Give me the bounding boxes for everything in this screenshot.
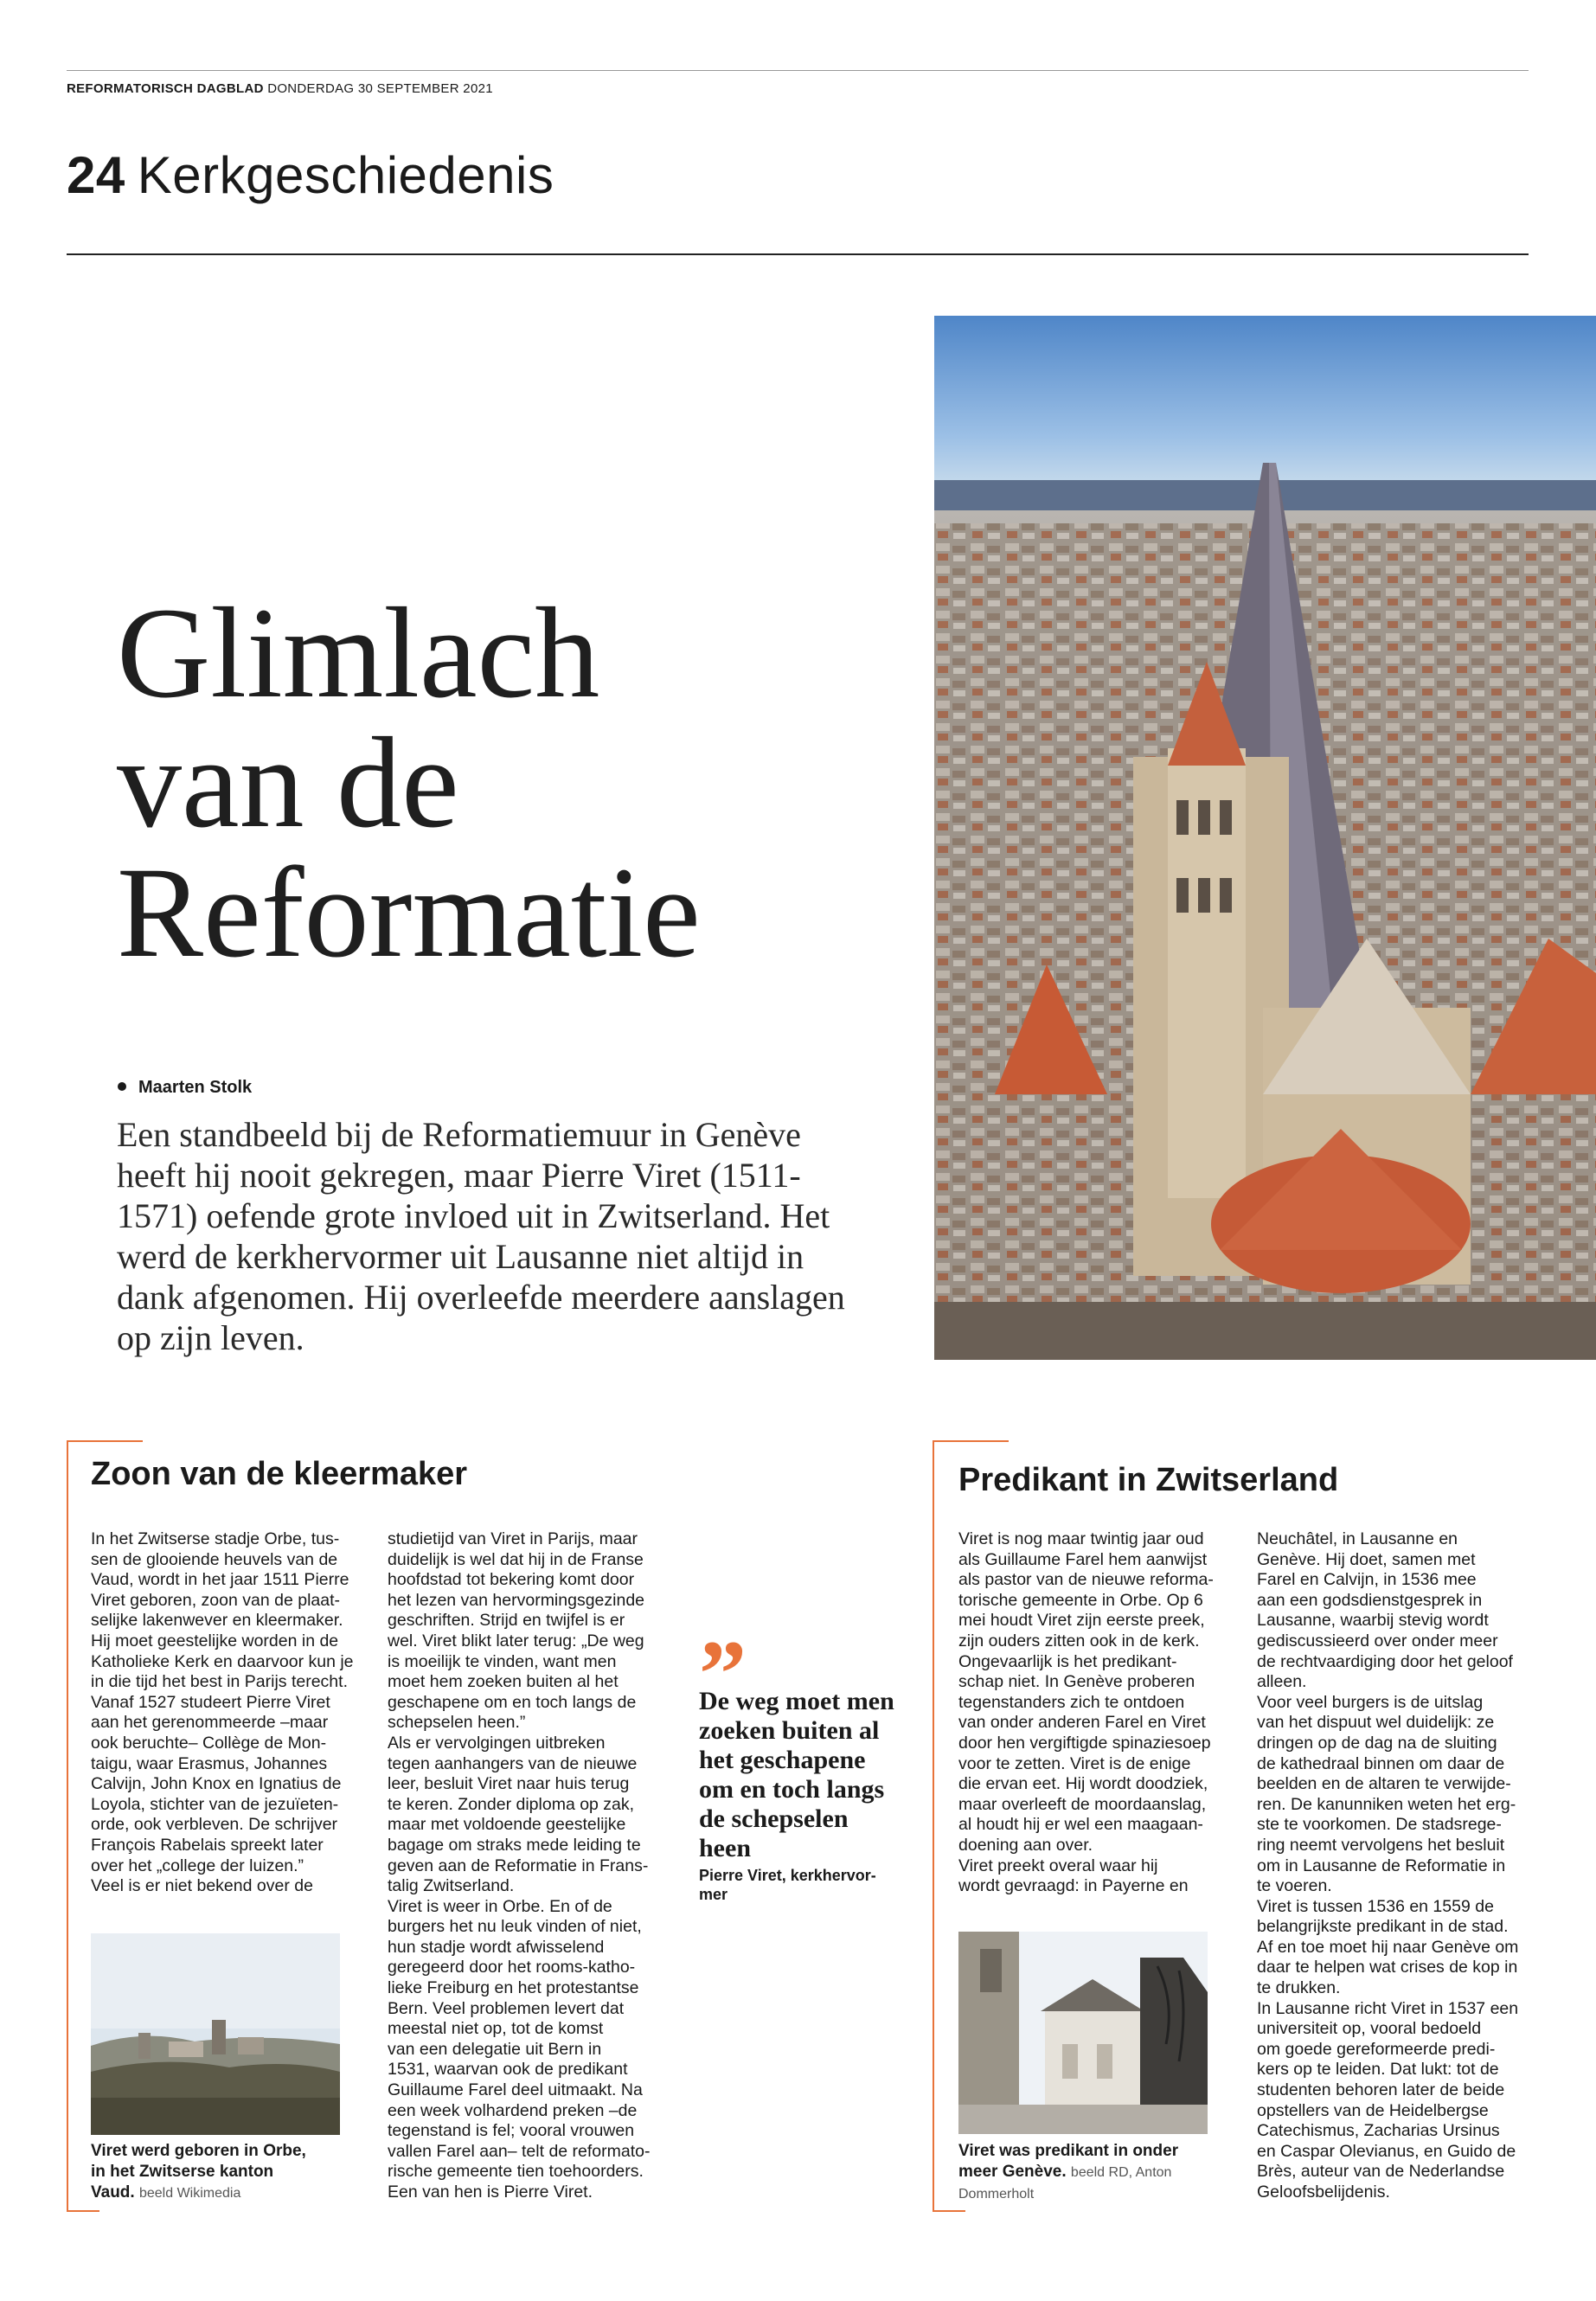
section-title: Kerkgeschiedenis [137,146,554,204]
headline-line1: Glimlach [117,581,600,725]
quote-mark-icon: ” [699,1621,747,1727]
top-rule [67,70,1529,71]
headline [117,581,826,984]
geneva-photo [958,1932,1208,2134]
masthead-paper: REFORMATORISCH DAGBLAD [67,81,264,96]
pull-quote: De weg moet men zoeken buiten al het geschapene om en toch langs de schepselen heen [699,1687,894,1862]
pull-quote-attribution: Pierre Viret, kerkhervor- mer [699,1867,876,1903]
left-article-col2: studietijd van Viret in Parijs, maar duidelijk is wel dat hij in de Franse hoofdstad tot bekering komt door het lezen van hervormingsgezinde geschriften. Strijd en twijfel is er wel. Viret blikt later terug: „De weg is moeilijk te vinden, want men moet hem zoeken buiten al het geschapene om en toch langs de schepselen heen.” Als er vervolgingen uitbreken tegen aanhangers van de nieuwe leer, besluit Viret naar huis terug te keren. Zonder diploma op zak, maar met voldoende geestelijke bagage om straks mede leiding te geven aan de Reformatie in Frans- talig Zwitserland. Viret is weer in Orbe. En of de burgers het nu leuk vinden of niet, hun stadje wordt afwisselend geregeerd door het rooms-katho- lieke Freiburg en het protestantse Bern. Veel problemen levert dat meestal niet op, tot de komst van een delegatie uit Bern in 1531, waarvan ook de predikant Guillaume Farel deel uitmaakt. Na een week volhardend preken –de tegenstand is fel; vooral vrouwen vallen Farel aan– telt de reformato- rische gemeente tien toehoorders. Een van hen is Pierre Viret. [388,1529,651,2202]
orbe-credit: beeld Wikimedia [138,2186,241,2201]
right-article-col1: Viret is nog maar twintig jaar oud als Guillaume Farel hem aanwijst als pastor van de nieuwe reforma- torische gemeente in Orbe. Op 6 mei houdt Viret zijn eerste preek, zijn ouders zitten ook in de kerk. Ongevaarlijk is het predikant- schap niet. In Genève proberen tegenstanders zich te ontdoen van onder anderen Farel en Viret door hen vergiftigde spinaziesoep voor te zetten. Viret is de enige die ervan eet. Hij wordt doodziek, maar overleeft de moordaanslag, al houdt hij er wel een maagaan- doening aan over. Viret preekt overal waar hij wordt gevraagd: in Payerne en [958,1529,1214,1896]
byline-bullet [118,1082,126,1091]
orbe-photo [91,1933,340,2135]
geneva-credit: beeld RD, Anton Dommerholt [958,2165,1172,2202]
masthead [67,81,493,96]
page-number: 24 [67,146,125,204]
right-article-heading: Predikant in Zwitserland [958,1462,1339,1498]
byline [118,1078,252,1098]
byline-author: Maarten Stolk [138,1078,253,1097]
orbe-caption [91,2141,350,2204]
headline-line2: van de [117,711,459,855]
geneva-caption-text: Viret was predikant in onder meer Genève. [958,2142,1179,2181]
orbe-caption-text: Viret werd geboren in Orbe, in het Zwitserse kanton Vaud. [91,2142,306,2202]
left-article-heading: Zoon van de kleermaker [91,1456,468,1492]
masthead-date: DONDERDAG 30 SEPTEMBER 2021 [267,81,493,96]
cathedral-photo [934,316,1596,1360]
intro-paragraph: Een standbeeld bij de Reformatiemuur in Genève heeft hij nooit gekregen, maar Pierre Viret (1511-1571) oefende grote invloed uit in Zwitserland. Het werd de kerkhervormer uit Lausanne niet altijd in dank afgenomen. Hij overleefde meerdere aanslagen op zijn leven. [117,1115,845,1357]
left-article-col1: In het Zwitserse stadje Orbe, tus- sen de glooiende heuvels van de Vaud, wordt in het jaar 1511 Pierre Viret geboren, zoon van de plaat- selijke lakenwever en kleermaker. Hij moet geestelijke worden in de Katholieke Kerk en daarvoor kun je in die tijd het best in Parijs terecht. Vanaf 1527 studeert Pierre Viret aan het gerenommeerde –maar ook beruchte– Collège de Mon- taigu, waar Erasmus, Johannes Calvijn, John Knox en Ignatius de Loyola, stichter van de jezuïeten- orde, ook verbleven. De schrijver François Rabelais spreekt later over het „college der luizen.” Veel is er niet bekend over de [91,1529,354,1896]
right-article-col2: Neuchâtel, in Lausanne en Genève. Hij doet, samen met Farel en Calvijn, in 1536 mee aan een godsdienstgesprek in Lausanne, waarbij stevig wordt gediscussieerd over onder meer de rechtvaardiging door het geloof alleen. Voor veel burgers is de uitslag van het dispuut wel duidelijk: ze dringen op de dag na de sluiting de kathedraal binnen om daar de beelden en de altaren te verwijde- ren. De kanunniken weten het erg- ste te voorkomen. De stadsrege- ring neemt vervolgens het besluit om in Lausanne de Reformatie in te voeren. Viret is tussen 1536 en 1559 de belangrijkste predikant in de stad. Af en toe moet hij naar Genève om daar te helpen wat crises de kop in te drukken. In Lausanne richt Viret in 1537 een universiteit op, vooral bedoeld om goede gereformeerde predi- kers op te leiden. Dat lukt: tot de studenten behoren later de beide opstellers van de Heidelbergse Catechismus, Zacharias Ursinus en Caspar Olevianus, en Guido de Brès, auteur van de Nederlandse Geloofsbelijdenis. [1257,1529,1519,2202]
section-header [67,145,554,205]
headline-line3: Reformatie [117,841,701,984]
section-rule [67,253,1529,255]
geneva-caption [958,2141,1218,2205]
